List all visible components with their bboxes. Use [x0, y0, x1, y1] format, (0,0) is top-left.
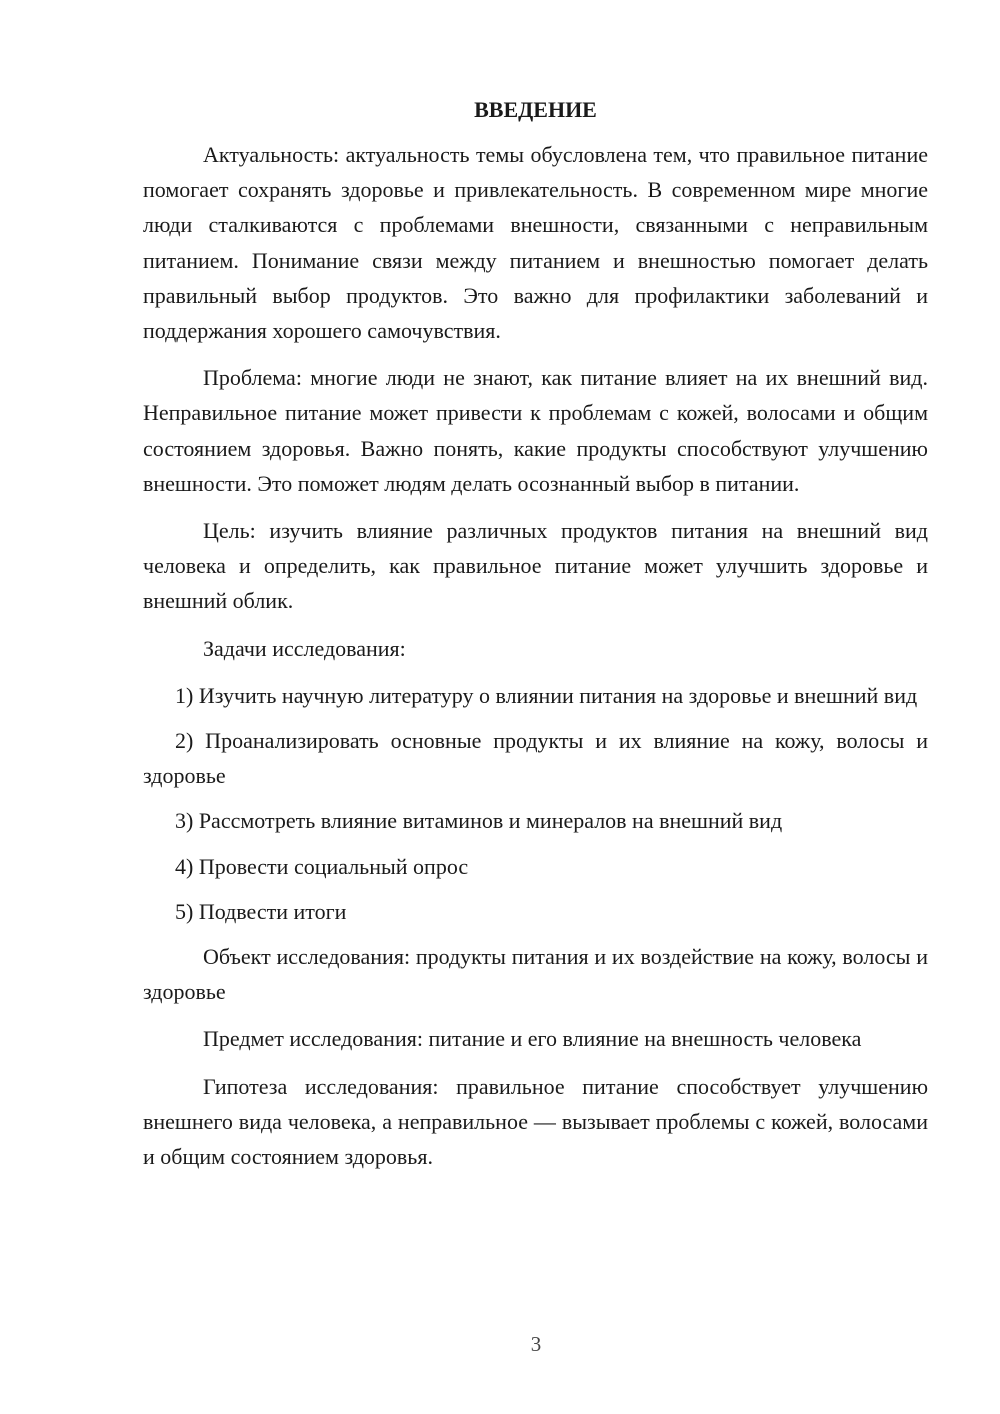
page-title: ВВЕДЕНИЕ [474, 97, 597, 122]
goal-paragraph: Цель: изучить влияние различных продуктов питания на внешний вид человека и определить, как правильное питание может улучшить здоровье и внешний облик. [143, 518, 928, 614]
task-item-1: 1) Изучить научную литературу о влиянии питания на здоровье и внешний вид [175, 682, 918, 708]
problem-paragraph: Проблема: многие люди не знают, как питание влияет на их внешний вид. Неправильное питание может привести к проблемам с кожей, волосами и общим состоянием здоровья. Важно понять, какие продукты способствуют улучшению внешности. Это поможет людям делать осознанный выбор в питании. [143, 365, 928, 496]
task-item-2: 2) Проанализировать основные продукты и их влияние на кожу, волосы и здоровье [143, 728, 928, 789]
tasks-heading: Задачи исследования: [203, 635, 406, 661]
subject-paragraph: Предмет исследования: питание и его влияние на внешность человека [203, 1026, 862, 1052]
hypothesis-paragraph: Гипотеза исследования: правильное питание способствует улучшению внешнего вида человека, а неправильное — вызывает проблемы с кожей, волосами и общим состоянием здоровья. [143, 1073, 928, 1170]
task-item-4: 4) Провести социальный опрос [175, 853, 469, 879]
task-item-5: 5) Подвести итоги [175, 898, 347, 924]
relevance-paragraph: Актуальность: актуальность темы обусловлена тем, что правильное питание помогает сохранять здоровье и привлекательность. В современном мире многие люди сталкиваются с проблемами внешности, связанными с неправильным питанием. Понимание связи между питанием и внешностью помогает делать правильный выбор продуктов. Это важно для профилактики заболеваний и поддержания хорошего самочувствия. [143, 142, 928, 344]
page-content [143, 92, 928, 1186]
task-item-3: 3) Рассмотреть влияние витаминов и минералов на внешний вид [175, 808, 783, 834]
page-number: 3 [530, 1332, 542, 1356]
object-paragraph: Объект исследования: продукты питания и их воздействие на кожу, волосы и здоровье [143, 944, 928, 1005]
